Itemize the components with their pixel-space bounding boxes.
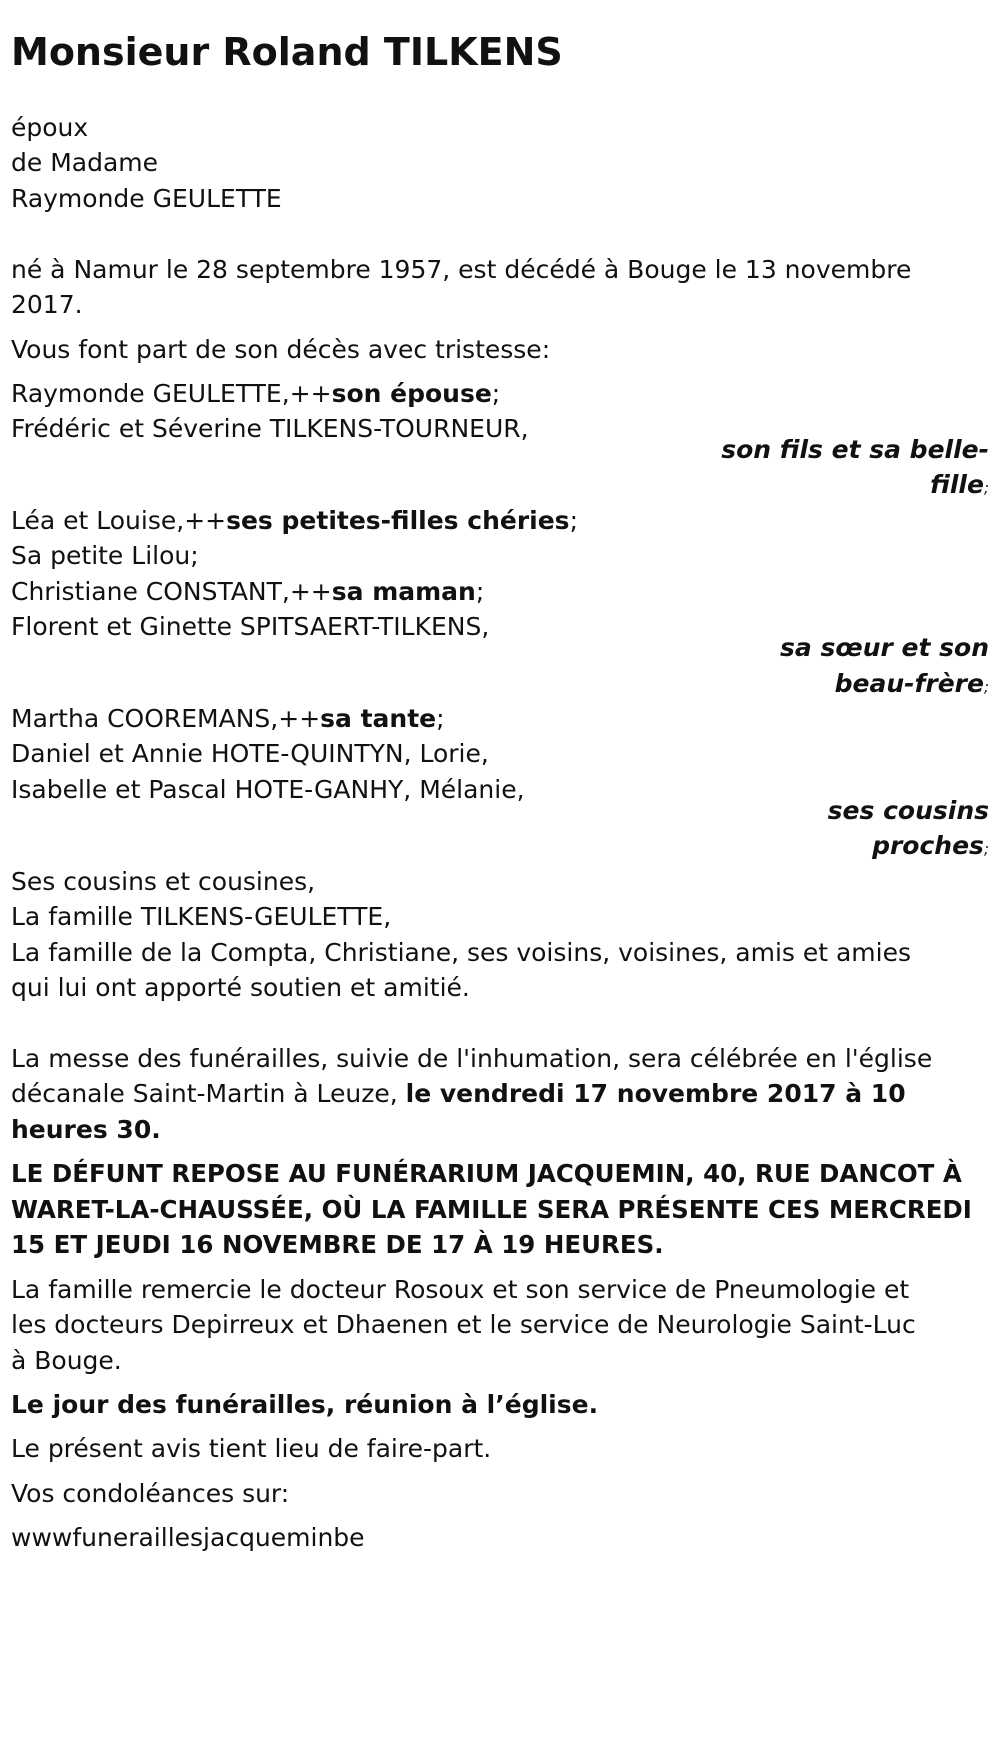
mass-line-3: heures 30. <box>11 1115 161 1144</box>
family-row-cousins-all: Ses cousins et cousines, <box>11 867 316 896</box>
condolences-link[interactable]: wwwfuneraillesjacqueminbe <box>11 1523 365 1552</box>
family-role-cousins-2 <box>872 831 989 864</box>
family-row-mother <box>11 577 484 607</box>
family-role-sister-1: sa sœur et son <box>780 633 989 662</box>
birth-line-2: 2017. <box>11 290 83 319</box>
punctuation: ; <box>436 704 445 733</box>
intro-text: Vous font part de son décès avec tristesse: <box>11 335 551 364</box>
family-row-sister: Florent et Ginette SPITSAERT-TILKENS, <box>11 612 490 641</box>
family-role: sa tante <box>320 704 437 733</box>
family-role-text: proches <box>872 831 984 860</box>
family-role-sister-2 <box>835 669 989 702</box>
family-role-son-1: son fils et sa belle- <box>721 435 989 464</box>
punctuation: ; <box>569 506 579 535</box>
spouse-line-3: Raymonde GEULETTE <box>11 184 282 213</box>
spouse-line-1: époux <box>11 113 89 142</box>
notice-text: Le présent avis tient lieu de faire-part. <box>11 1434 492 1463</box>
page-title: Monsieur Roland TILKENS <box>11 30 563 74</box>
mass-line-1: La messe des funérailles, suivie de l'inhumation, sera célébrée en l'église <box>11 1044 933 1073</box>
condolences-label: Vos condoléances sur: <box>11 1479 290 1508</box>
thanks-line-3: à Bouge. <box>11 1346 122 1375</box>
family-row-aunt <box>11 704 445 734</box>
spouse-line-2: de Madame <box>11 148 159 177</box>
family-row-cousins-2: Isabelle et Pascal HOTE-GANHY, Mélanie, <box>11 775 525 804</box>
mass-line-2 <box>11 1079 906 1109</box>
punctuation: ; <box>491 379 501 408</box>
thanks-line-2: les docteurs Depirreux et Dhaenen et le service de Neurologie Saint-Luc <box>11 1310 916 1339</box>
family-row-spouse <box>11 379 500 409</box>
punctuation: ; <box>983 678 989 696</box>
family-role-son-2 <box>930 470 989 503</box>
family-row-compta-1: La famille de la Compta, Christiane, ses voisins, voisines, amis et amies <box>11 938 912 967</box>
punctuation: ; <box>983 479 989 497</box>
family-row-tilkens-geulette: La famille TILKENS-GEULETTE, <box>11 902 392 931</box>
family-row-lilou: Sa petite Lilou; <box>11 541 199 570</box>
family-role: sa maman <box>331 577 476 606</box>
family-row-granddaughters <box>11 506 578 536</box>
family-name: Raymonde GEULETTE,++ <box>11 379 332 408</box>
family-row-cousins-1: Daniel et Annie HOTE-QUINTYN, Lorie, <box>11 739 489 768</box>
punctuation: ; <box>475 577 485 606</box>
thanks-line-1: La famille remercie le docteur Rosoux et son service de Pneumologie et <box>11 1275 910 1304</box>
mass-location: décanale Saint-Martin à Leuze, <box>11 1079 406 1108</box>
family-role-text: beau-frère <box>834 669 984 698</box>
meeting-text: Le jour des funérailles, réunion à l’église. <box>11 1390 599 1419</box>
family-role-text: fille <box>930 470 984 499</box>
punctuation: ; <box>983 840 989 858</box>
funerarium-line-1: LE DÉFUNT REPOSE AU FUNÉRARIUM JACQUEMIN, 40, RUE DANCOT À <box>11 1159 962 1188</box>
family-row-son: Frédéric et Séverine TILKENS-TOURNEUR, <box>11 414 529 443</box>
family-role: ses petites-filles chéries <box>226 506 570 535</box>
funerarium-line-3: 15 ET JEUDI 16 NOVEMBRE DE 17 À 19 HEURES. <box>11 1230 664 1259</box>
family-name: Martha COOREMANS,++ <box>11 704 321 733</box>
mass-date: le vendredi 17 novembre 2017 à 10 <box>405 1079 906 1108</box>
family-name: Léa et Louise,++ <box>11 506 227 535</box>
family-role: son épouse <box>331 379 492 408</box>
family-role-cousins-1: ses cousins <box>827 796 989 825</box>
funerarium-line-2: WARET-LA-CHAUSSÉE, OÙ LA FAMILLE SERA PRÉSENTE CES MERCREDI <box>11 1195 972 1224</box>
family-name: Christiane CONSTANT,++ <box>11 577 332 606</box>
birth-line-1: né à Namur le 28 septembre 1957, est décédé à Bouge le 13 novembre <box>11 255 912 284</box>
family-row-compta-2: qui lui ont apporté soutien et amitié. <box>11 973 470 1002</box>
